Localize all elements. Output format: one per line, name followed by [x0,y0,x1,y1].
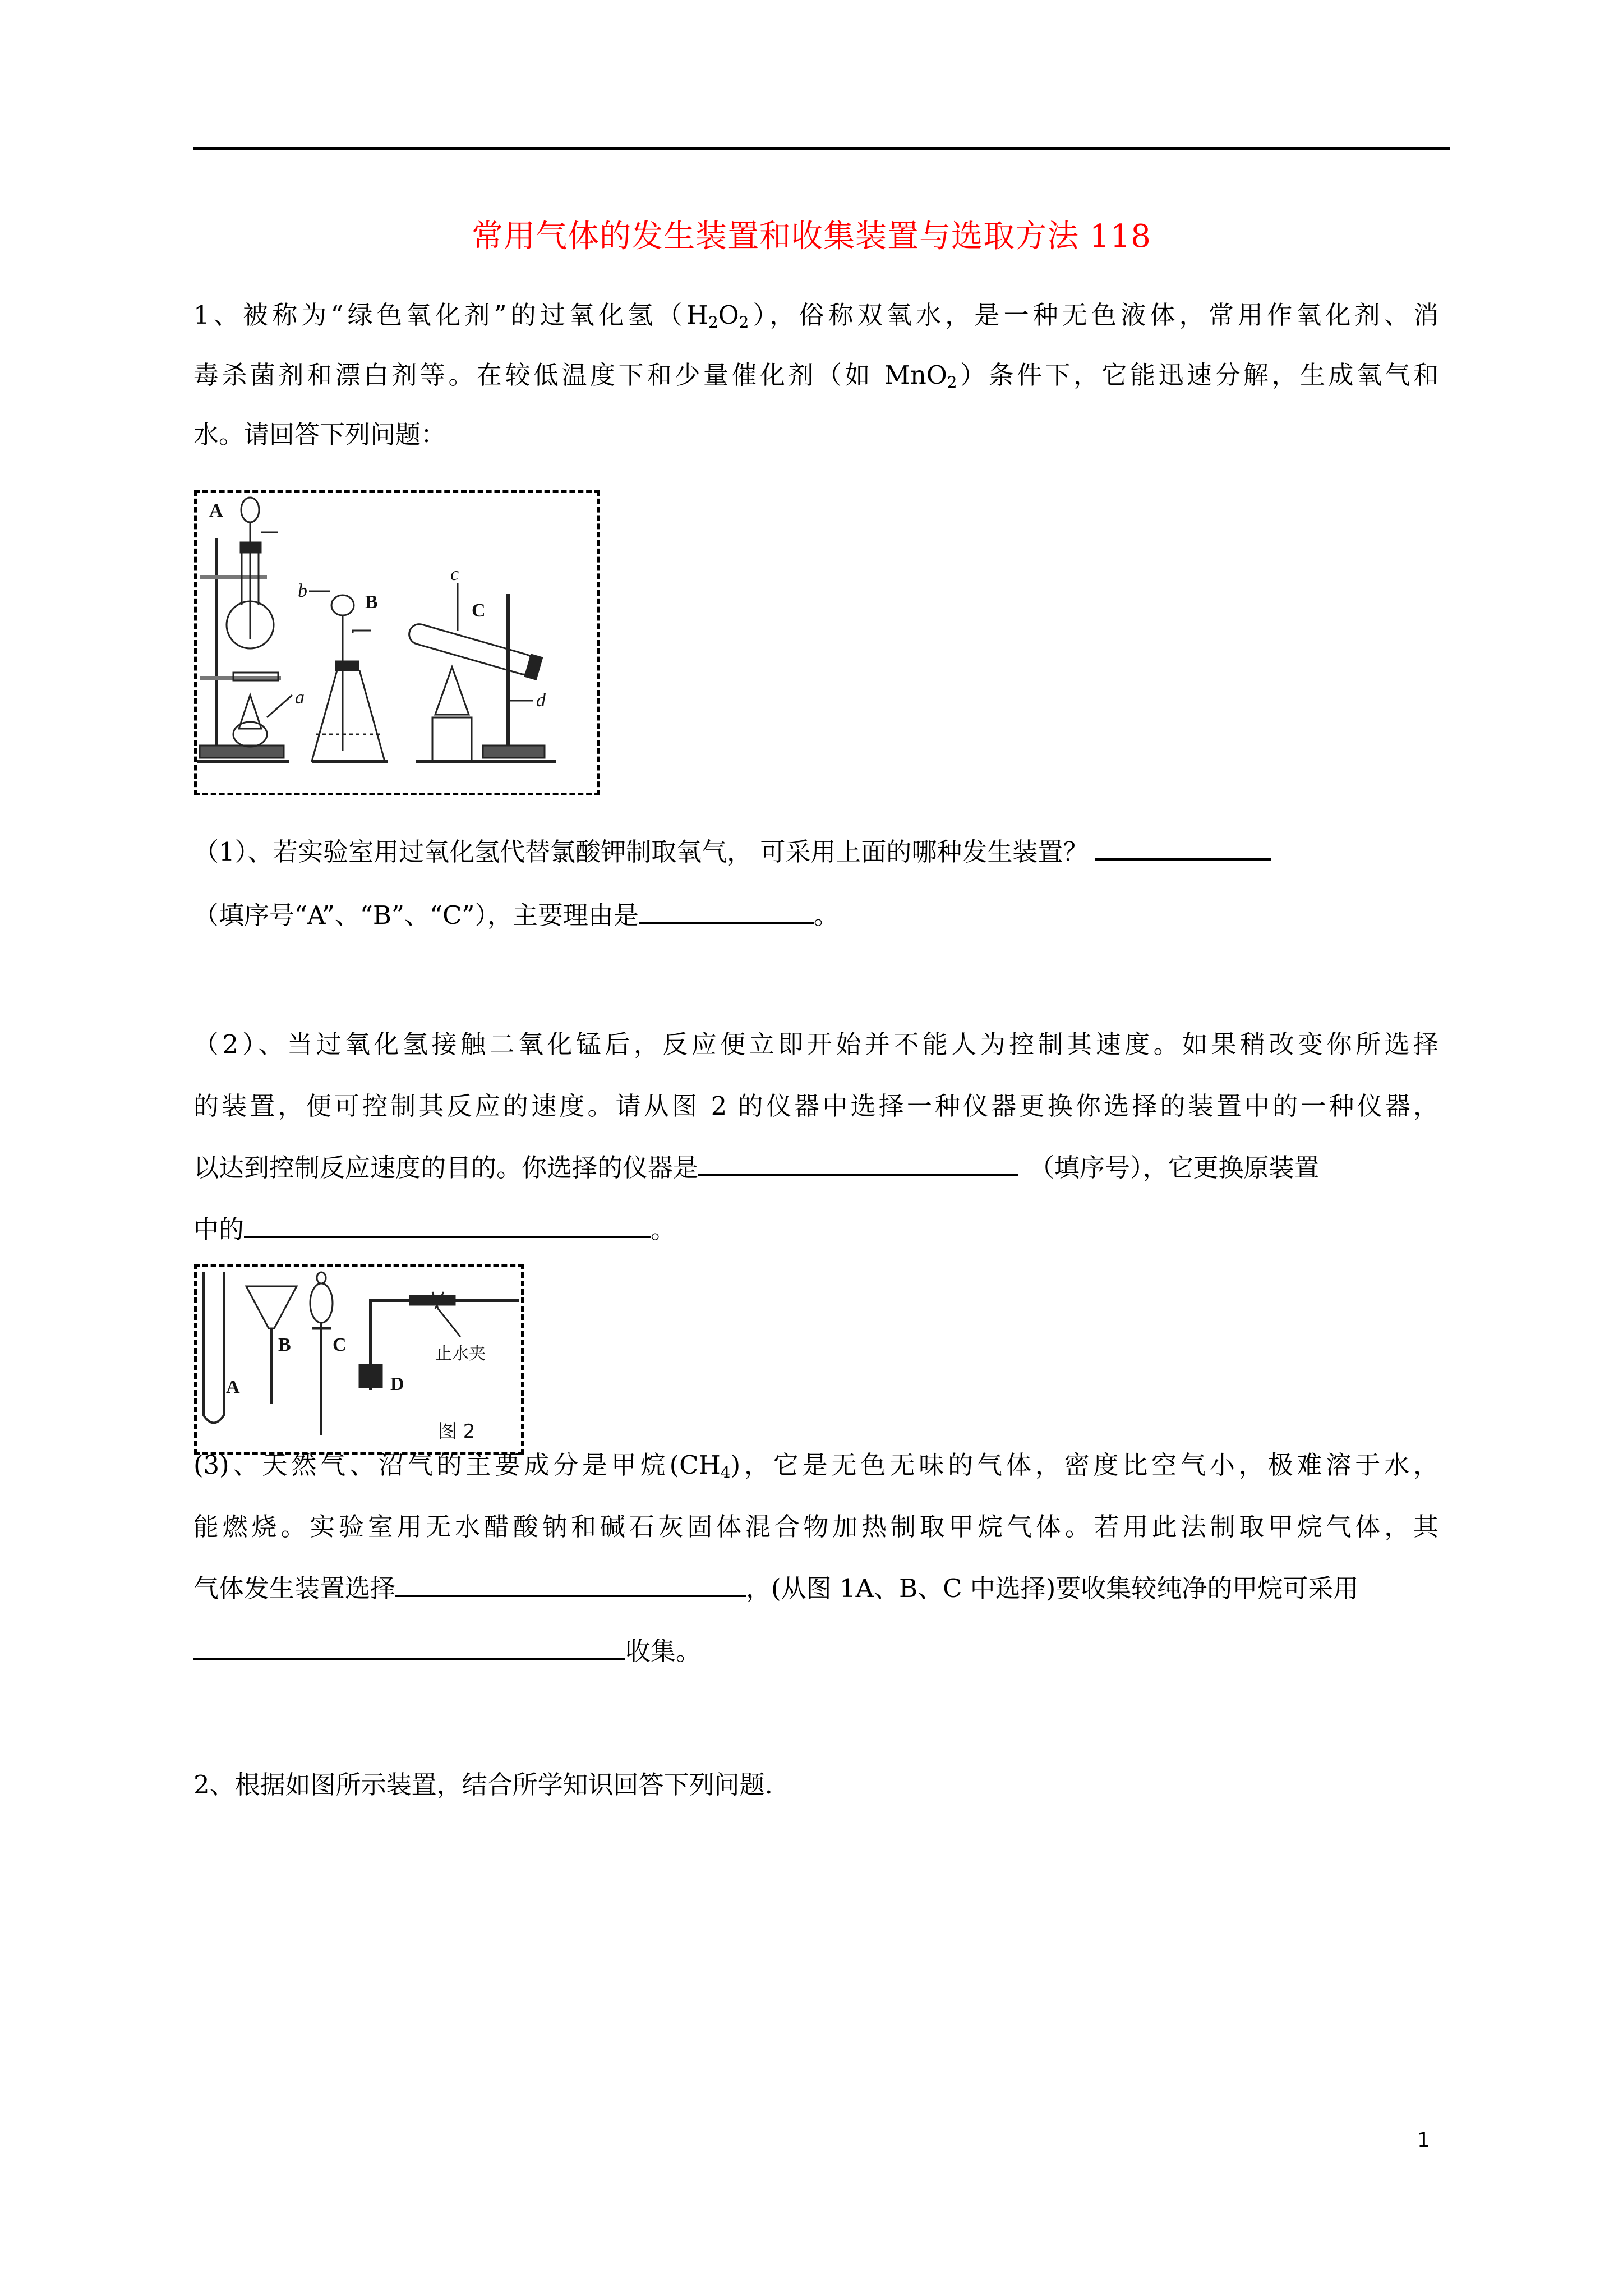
label-A: A [209,500,223,521]
subscript: 2 [739,312,749,332]
apparatus-drawing [197,493,597,793]
q1-part3-line-1 [193,1447,1438,1483]
text: 毒杀菌剂和漂白剂等。在较低温度下和少量催化剂（如 MnO [193,360,947,390]
q1-part2-line-3 [193,1150,1438,1186]
q1-part3-line-2: 能燃烧。实验室用无水醋酸钠和碱石灰固体混合物加热制取甲烷气体。若用此法制取甲烷气体，其 [193,1512,1438,1542]
text: ），俗称双氧水，是一种无色液体，常用作氧化剂、消 [749,300,1438,330]
q1-part1-line-2 [193,898,1438,933]
answer-blank-collection[interactable] [193,1635,625,1660]
q1-part3-line-4 [193,1634,1438,1669]
q1-part3-line-3 [193,1571,1438,1607]
answer-blank-reason[interactable] [639,899,814,924]
text: 。 [651,1214,676,1244]
text: )，它是无色无味的气体，密度比空气小，极难溶于水， [730,1450,1438,1480]
text: (3)、天然气、沼气的主要成分是甲烷(CH [193,1450,721,1480]
figure-2-caption: 图 2 [438,1420,476,1443]
figure-2 [194,1264,524,1455]
text: 收集。 [625,1636,702,1666]
text: （填序号），它更换原装置 [1029,1153,1320,1182]
text: 气体发生装置选择 [193,1573,396,1603]
label-B: B [278,1335,291,1355]
answer-blank-replaced[interactable] [244,1213,651,1239]
label-d: d [536,690,546,711]
text: ，(从图 1A、B、C 中选择)要收集较纯净的甲烷可采用 [746,1573,1359,1603]
q1-intro-line-1 [193,297,1438,333]
label-D: D [390,1374,404,1395]
q1-intro-line-3: 水。请回答下列问题： [193,420,446,449]
q1-part2-line-2: 的装置，便可控制其反应的速度。请从图 2 的仪器中选择一种仪器更换你选择的装置中的一种仪器， [193,1091,1438,1121]
answer-blank-instrument[interactable] [698,1152,1018,1177]
text: 以达到控制反应速度的目的。你选择的仪器是 [193,1153,699,1182]
q1-part2-line-4 [193,1212,1438,1248]
answer-blank-generator[interactable] [395,1572,746,1598]
page-number: 1 [1417,2129,1430,2152]
text: 1、被称为“绿色氧化剂”的过氧化氢（H [193,300,708,330]
answer-blank-device[interactable] [1095,836,1271,861]
label-A: A [226,1377,240,1397]
text: （1）、若实验室用过氧化氢代替氯酸钾制取氧气， 可采用上面的哪种发生装置？ [193,837,1089,867]
figure-1 [194,490,600,795]
instruments-drawing [197,1267,521,1452]
label-C: C [472,600,486,621]
label-a: a [295,687,305,708]
text: 。 [813,900,839,930]
q1-intro-line-2 [193,357,1438,393]
label-B: B [365,592,378,613]
label-c: c [450,564,459,585]
subscript: 4 [720,1462,731,1481]
page-title: 常用气体的发生装置和收集装置与选取方法 118 [472,218,1151,255]
text: （填序号“A”、“B”、“C”），主要理由是 [193,900,639,930]
text: O [718,300,739,330]
text: 中的 [193,1214,245,1244]
subscript: 2 [947,372,957,392]
q1-part1-line-1 [193,834,1438,870]
label-b: b [298,581,307,601]
clamp-label: 止水夹 [435,1344,486,1364]
q2-intro: 2、根据如图所示装置，结合所学知识回答下列问题. [193,1770,773,1800]
label-C: C [333,1335,347,1355]
subscript: 2 [708,312,718,332]
header-rule [193,147,1450,150]
q1-part2-line-1: （2）、当过氧化氢接触二氧化锰后，反应便立即开始并不能人为控制其速度。如果稍改变你所选择 [193,1029,1438,1059]
text: ）条件下，它能迅速分解，生成氧气和 [957,360,1438,390]
